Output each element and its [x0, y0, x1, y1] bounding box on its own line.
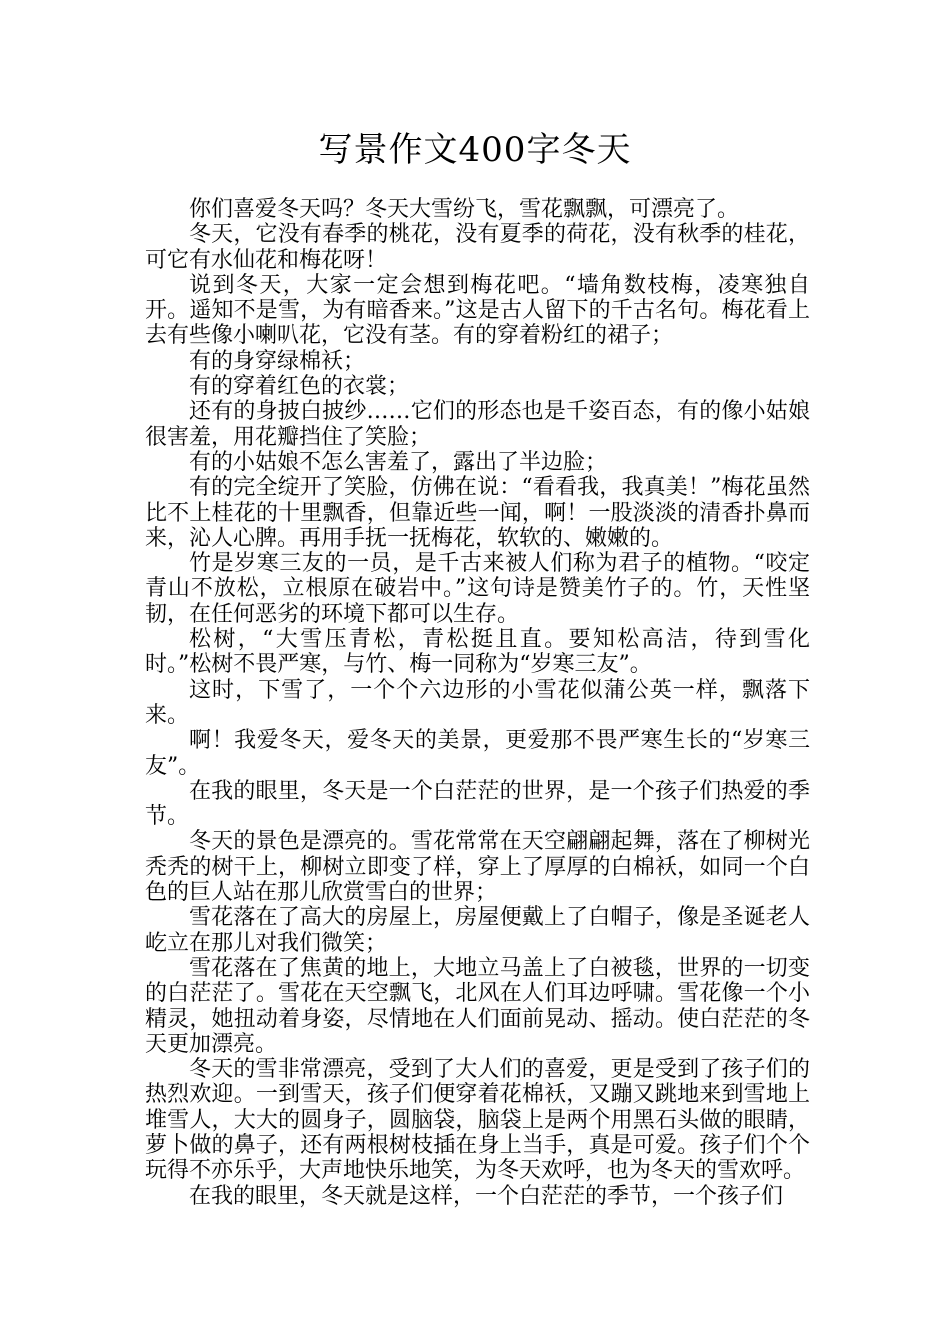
paragraph: 有的身穿绿棉袄；	[189, 348, 366, 374]
paragraph: 冬天的景色是漂亮的。雪花常常在天空翩翩起舞，落在了柳树光秃秃的树干上，柳树立即变了样，穿上了厚厚的白棉袄，如同一个白色的巨人站在那儿欣赏雪白的世界；	[145, 829, 810, 906]
paragraph: 说到冬天，大家一定会想到梅花吧。“墙角数枝梅，凌寒独自开。遥知不是雪，为有暗香来。”这是古人留下的千古名句。梅花看上去有些像小喇叭花，它没有茎。有的穿着粉红的裙子；	[145, 272, 810, 349]
document-title: 写景作文400字冬天	[318, 130, 632, 170]
paragraph: 在我的眼里，冬天就是这样，一个白茫茫的季节，一个孩子们	[189, 1183, 784, 1209]
paragraph: 在我的眼里，冬天是一个白茫茫的世界，是一个孩子们热爱的季节。	[145, 778, 810, 830]
paragraph: 啊！我爱冬天，爱冬天的美景，更爱那不畏严寒生长的“岁寒三友”。	[145, 728, 810, 779]
paragraph: 有的小姑娘不怎么害羞了，露出了半边脸；	[189, 449, 608, 475]
document-body	[145, 197, 810, 1209]
paragraph: 竹是岁寒三友的一员，是千古来被人们称为君子的植物。“咬定青山不放松，立根原在破岩中。”这句诗是赞美竹子的。竹，天性坚韧，在任何恶劣的环境下都可以生存。	[145, 551, 810, 627]
paragraph: 有的完全绽开了笑脸，仿佛在说：“看看我，我真美！”梅花虽然比不上桂花的十里飘香，但靠近些一闻，啊！一股淡淡的清香扑鼻而来，沁人心脾。再用手抚一抚梅花，软软的、嫩嫩的。	[145, 475, 810, 551]
paragraph: 松树，“大雪压青松，青松挺且直。要知松高洁，待到雪化时。”松树不畏严寒，与竹、梅一同称为“岁寒三友”。	[145, 627, 810, 678]
paragraph: 冬天的雪非常漂亮，受到了大人们的喜爱，更是受到了孩子们的热烈欢迎。一到雪天，孩子们便穿着花棉袄，又蹦又跳地来到雪地上堆雪人，大大的圆身子，圆脑袋，脑袋上是两个用黑石头做的眼睛，萝卜做的鼻子，还有两根树枝插在身上当手，真是可爱。孩子们个个玩得不亦乐乎，大声地快乐地笑，为冬天欢呼，也为冬天的雪欢呼。	[145, 1057, 810, 1184]
paragraph: 有的穿着红色的衣裳；	[189, 374, 410, 400]
paragraph: 雪花落在了高大的房屋上，房屋便戴上了白帽子，像是圣诞老人屹立在那儿对我们微笑；	[145, 905, 810, 956]
paragraph: 你们喜爱冬天吗？冬天大雪纷飞，雪花飘飘，可漂亮了。	[189, 197, 740, 222]
paragraph: 还有的身披白披纱……它们的形态也是千姿百态，有的像小姑娘很害羞，用花瓣挡住了笑脸；	[145, 399, 810, 450]
paragraph: 雪花落在了焦黄的地上，大地立马盖上了白被毯，世界的一切变的白茫茫了。雪花在天空飘飞，北风在人们耳边呼啸。雪花像一个小精灵，她扭动着身姿，尽情地在人们面前晃动、摇动。使白茫茫的冬天更加漂亮。	[145, 955, 810, 1057]
paragraph: 冬天，它没有春季的桃花，没有夏季的荷花，没有秋季的桂花，可它有水仙花和梅花呀！	[145, 222, 810, 273]
paragraph: 这时，下雪了，一个个六边形的小雪花似蒲公英一样，飘落下来。	[145, 677, 810, 728]
